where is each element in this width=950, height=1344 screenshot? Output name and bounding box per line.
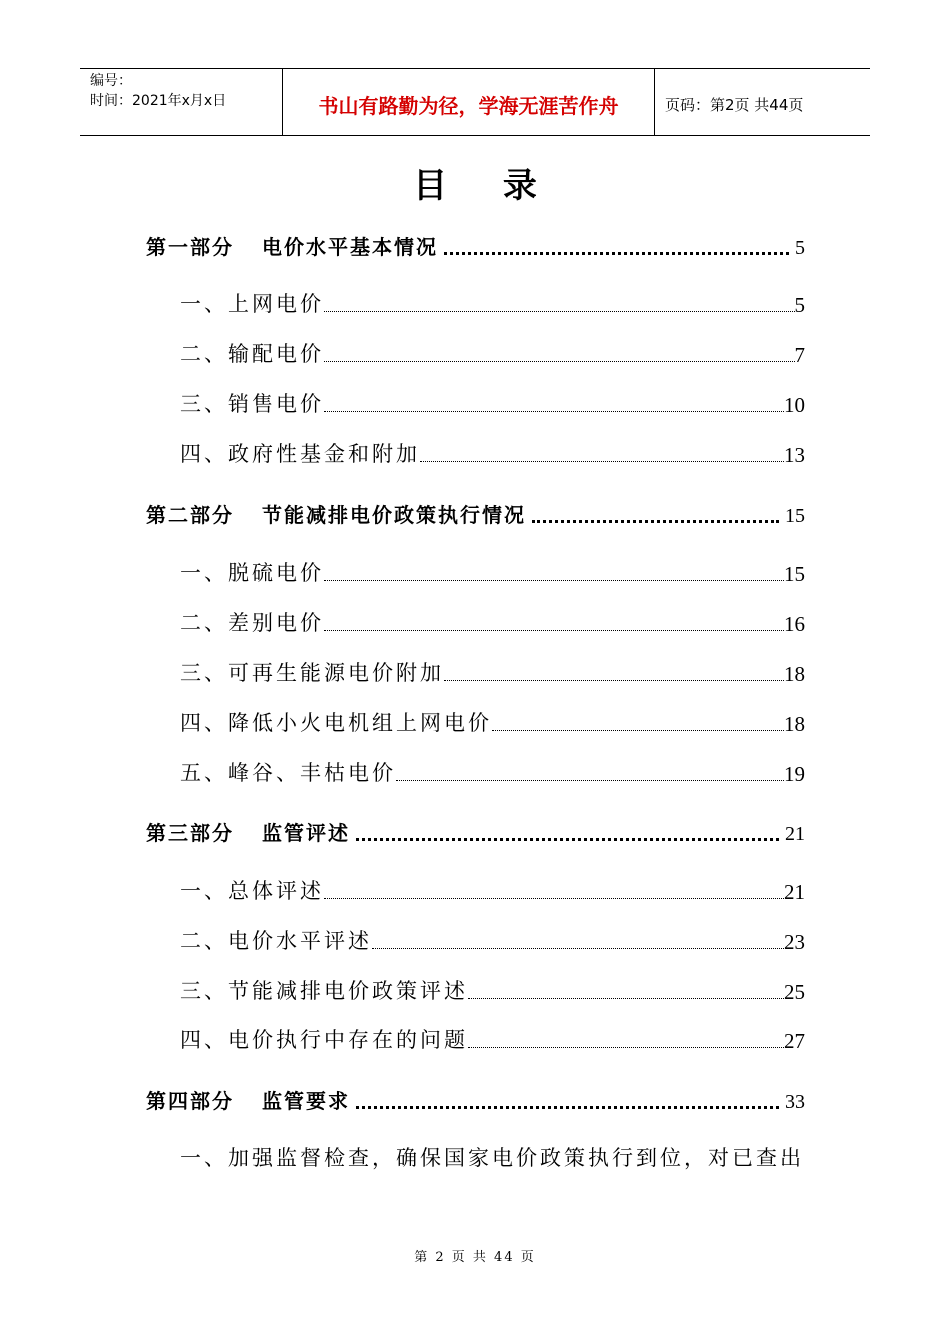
toc-page-number: 16: [784, 612, 805, 636]
toc-entry-label: 第二部分: [146, 503, 234, 527]
toc-leader-dots: [356, 838, 779, 841]
toc-section-entry[interactable]: [180, 288, 805, 318]
header-page-info: 页码：第2页 共44页: [665, 95, 804, 114]
toc-leader-dots: [420, 461, 784, 462]
toc-entry-title: 监管评述: [262, 821, 350, 845]
toc-section-entry[interactable]: [180, 757, 805, 787]
toc-entry-label: 三、销售电价: [180, 392, 324, 416]
page-header: [80, 68, 870, 136]
toc-page-number: 13: [784, 443, 805, 467]
toc-leader-dots: [324, 630, 784, 631]
toc-page-number: 21: [784, 880, 805, 904]
toc-entry-label: 三、可再生能源电价附加: [180, 661, 444, 685]
toc-entry-label: 第四部分: [146, 1089, 234, 1113]
body-text-line: 一、加强监督检查，确保国家电价政策执行到位，对已查出: [180, 1146, 804, 1170]
toc-entry-label: 第一部分: [146, 235, 234, 259]
toc-entry-label: 二、输配电价: [180, 342, 324, 366]
toc-section-entry[interactable]: [180, 338, 805, 368]
toc-leader-dots: [468, 998, 784, 999]
toc-section-entry[interactable]: [180, 388, 805, 418]
toc-page-number: 15: [785, 505, 805, 527]
toc-entry-label: 一、总体评述: [180, 879, 324, 903]
toc-entry-label: 三、节能减排电价政策评述: [180, 979, 468, 1003]
toc-section-entry[interactable]: [180, 707, 805, 737]
toc-page-number: 23: [784, 930, 805, 954]
toc-leader-dots: [324, 311, 795, 312]
header-motto: 书山有路勤为径，学海无涯苦作舟: [282, 69, 655, 135]
toc-leader-dots: [444, 252, 789, 255]
toc-entry-label: 二、电价水平评述: [180, 929, 372, 953]
toc-part-entry[interactable]: [146, 1084, 805, 1114]
toc-entry-label: 第三部分: [146, 821, 234, 845]
toc-section-entry[interactable]: [180, 657, 805, 687]
toc-section-entry[interactable]: [180, 557, 805, 587]
toc-entry-title: 电价水平基本情况: [262, 235, 438, 259]
toc-section-entry[interactable]: [180, 1024, 805, 1054]
toc-page-number: 18: [784, 712, 805, 736]
toc-page-number: 27: [784, 1029, 805, 1053]
toc-leader-dots: [444, 680, 784, 681]
toc-entry-title: 节能减排电价政策执行情况: [262, 503, 526, 527]
toc-page-number: 7: [794, 343, 805, 367]
toc-page-number: 18: [784, 662, 805, 686]
toc-leader-dots: [324, 898, 784, 899]
header-meta: [80, 69, 282, 135]
toc-section-entry[interactable]: [180, 975, 805, 1005]
toc-page-number: 15: [784, 562, 805, 586]
document-number: 编号：: [90, 73, 132, 89]
toc-section-entry[interactable]: [180, 925, 805, 955]
toc-leader-dots: [372, 948, 784, 949]
toc-leader-dots: [396, 780, 784, 781]
toc-page-number: 33: [785, 1091, 805, 1113]
toc-section-entry[interactable]: [180, 438, 805, 468]
toc-entry-label: 二、差别电价: [180, 611, 324, 635]
toc-page-number: 5: [795, 237, 805, 259]
toc-part-entry[interactable]: [146, 230, 805, 260]
toc-leader-dots: [468, 1047, 784, 1048]
toc-section-entry[interactable]: [180, 875, 805, 905]
toc-part-entry[interactable]: [146, 498, 805, 528]
toc-page-number: 19: [784, 762, 805, 786]
toc-page-number: 10: [784, 393, 805, 417]
toc-leader-dots: [324, 411, 784, 412]
page-title: 目 录: [413, 166, 559, 206]
toc-page-number: 21: [785, 823, 805, 845]
toc-section-entry[interactable]: [180, 607, 805, 637]
toc-part-entry[interactable]: [146, 816, 805, 846]
toc-leader-dots: [324, 361, 795, 362]
toc-page-number: 5: [794, 293, 805, 317]
toc-entry-label: 五、峰谷、丰枯电价: [180, 761, 396, 785]
toc-page-number: 25: [784, 980, 805, 1004]
toc-entry-label: 四、电价执行中存在的问题: [180, 1028, 468, 1052]
toc-entry-label: 一、脱硫电价: [180, 561, 324, 585]
toc-leader-dots: [324, 580, 784, 581]
toc-entry-label: 一、上网电价: [180, 292, 324, 316]
toc-entry-label: 四、降低小火电机组上网电价: [180, 711, 492, 735]
toc-entry-label: 四、政府性基金和附加: [180, 442, 420, 466]
toc-leader-dots: [492, 730, 784, 731]
document-date: 时间：2021年x月x日: [90, 93, 227, 109]
page-footer: 第 2 页 共 44 页: [414, 1250, 536, 1265]
toc-leader-dots: [532, 520, 779, 523]
toc-entry-title: 监管要求: [262, 1089, 350, 1113]
toc-leader-dots: [356, 1106, 779, 1109]
